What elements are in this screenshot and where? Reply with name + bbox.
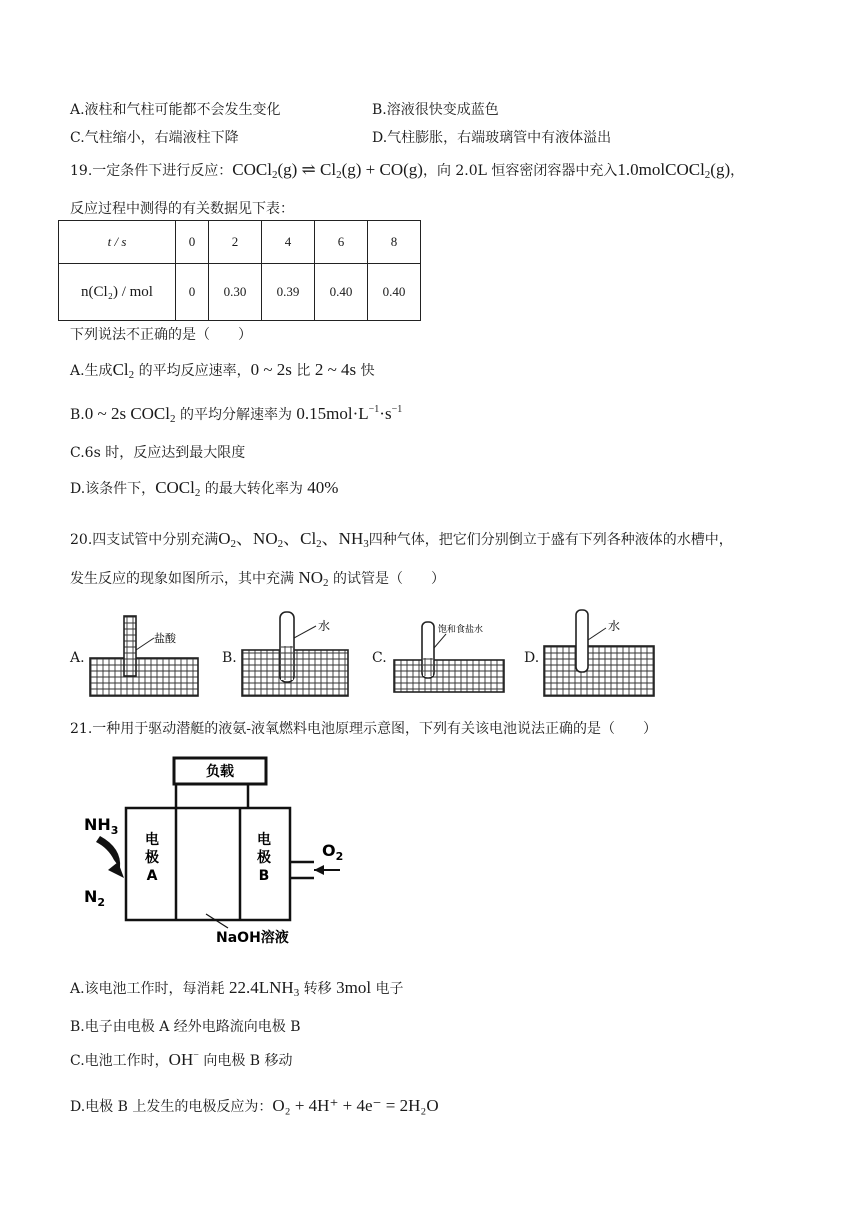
q18-option-c: C.气柱缩小，右端液柱下降: [70, 130, 239, 146]
o2-label: $O_2$: [322, 841, 344, 863]
q21-option-b: B.电子由电极 A 经外电路流向电极 B: [70, 1019, 301, 1035]
q20-stem-line2: 发生反应的现象如图所示，其中充满 $NO_2$ 的试管是（ ）: [70, 568, 445, 589]
table-header-t: t / s: [59, 221, 176, 264]
q20-option-b-label: B.: [222, 650, 237, 666]
electrode-a-label: 电极 A: [145, 832, 159, 884]
table-cell: 0.40: [315, 264, 368, 321]
nh3-label: $NH_3$: [84, 815, 119, 837]
table-row-label: n(Cl₂) / mol: [59, 264, 176, 321]
q18-option-b: B.溶液很快变成蓝色: [372, 102, 499, 118]
table-cell: 0.40: [368, 264, 421, 321]
q21-option-a: A.该电池工作时，每消耗 $22.4LNH_3$ 转移 3mol 电子: [70, 978, 404, 999]
table-header-cell: 0: [176, 221, 209, 264]
q20-option-d-label: D.: [524, 650, 540, 666]
q20-option-c-label: C.: [372, 650, 387, 666]
q20-figure-a: [88, 608, 200, 700]
o2-arrow-icon: [314, 865, 324, 875]
table-header-cell: 6: [315, 221, 368, 264]
q21-option-c: C.电池工作时，OH− 向电极 B 移动: [70, 1050, 293, 1069]
q18-option-a: A.液柱和气柱可能都不会发生变化: [70, 102, 281, 118]
q19-option-b: B.0 ~ 2s COCl$_2$ 的平均分解速率为 $0.15mol\cdot L^{-1}\cdot s^{-1}$: [70, 404, 403, 425]
q19-line2: 反应过程中测得的有关数据见下表：: [70, 201, 294, 217]
fig-c-label: 饱和食盐水: [438, 625, 484, 635]
q18-option-d: D.气柱膨胀，右端玻璃管中有液体溢出: [372, 130, 612, 146]
table-header-cell: 4: [262, 221, 315, 264]
q19-question: 下列说法不正确的是（ ）: [70, 327, 252, 343]
table-header-cell: 2: [209, 221, 262, 264]
q20-figure-c: [392, 608, 508, 700]
n2-label: $N_2$: [84, 887, 106, 909]
q21-battery-diagram: [78, 752, 368, 952]
q20-figure-b: [240, 608, 352, 700]
load-label: 负载: [206, 764, 234, 780]
q21-option-d: D.电极 B 上发生的电极反应为：O₂ + 4H⁺ + 4e⁻ = 2H₂O: [70, 1096, 439, 1115]
q19-option-a: A.生成$Cl_2$ 的平均反应速率，0 ~ 2s 比 2 ~ 4s 快: [70, 360, 375, 381]
fig-b-label: 水: [318, 619, 331, 633]
q20-option-a-label: A.: [70, 650, 85, 666]
fig-d-label: 水: [608, 619, 621, 633]
table-cell: 0: [176, 264, 209, 321]
q19-data-table: [58, 220, 421, 321]
q19-option-c: C.6s 时，反应达到最大限度: [70, 445, 246, 461]
q20-figure-d: [542, 608, 658, 700]
table-cell: 0.39: [262, 264, 315, 321]
q21-stem: 21.一种用于驱动潜艇的液氨-液氧燃料电池原理示意图，下列有关该电池说法正确的是（ ）: [70, 721, 657, 737]
fig-a-label: 盐酸: [154, 632, 176, 645]
electrolyte-label: NaOH溶液: [216, 930, 289, 946]
electrode-b-label: 电极 B: [257, 832, 271, 884]
table-header-cell: 8: [368, 221, 421, 264]
q19-option-d: D.该条件下，COCl$_2$ 的最大转化率为 40%: [70, 478, 339, 499]
table-cell: 0.30: [209, 264, 262, 321]
q19-stem: 19.一定条件下进行反应：COCl$_2$(g) ⇌ $Cl_2(g) + CO(g)$，向 2.0L 恒容密闭容器中充入1.0molCOCl$_2$(g)，: [70, 160, 745, 181]
q20-stem-line1: 20.四支试管中分别充满$O_2$、$NO_2$、$Cl_2$、$NH_3$四种气体，把它们分别倒立于盛有下列各种液体的水槽中，: [70, 529, 733, 550]
q19-equation: COCl$_2$(g) ⇌ $Cl_2(g) + CO(g)$: [232, 160, 423, 181]
